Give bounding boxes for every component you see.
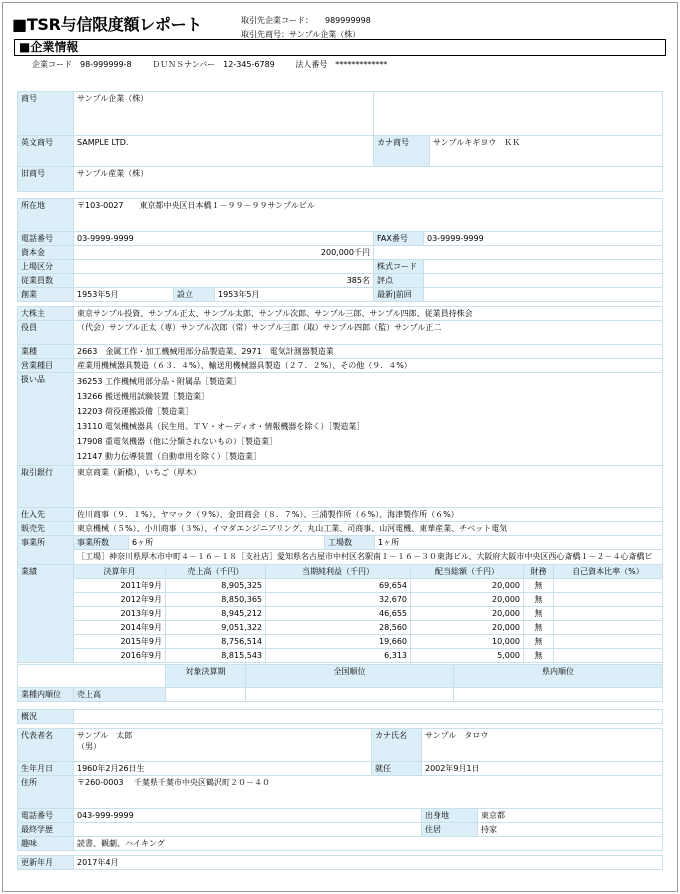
suppliers-value: 佐川商事（９．１%）、ヤマック（９%）、金田商会（８．７%）、三浦製作所（６%）、海津製作所（６%） [74, 508, 663, 522]
equity-ratio-cell [554, 649, 663, 663]
period-cell: 2012年9月 [74, 593, 166, 607]
rep-name-cell [74, 729, 372, 762]
hobby-value: 読書、観劇、ハイキング [74, 837, 663, 851]
dividend-cell: 10,000 [411, 635, 524, 649]
fax-label: FAX番号 [374, 232, 424, 246]
period-cell: 2013年9月 [74, 607, 166, 621]
founded-label: 創業 [18, 288, 74, 302]
rep-address-value: 〒260-0003 千葉県千葉市中央区鶴沢町２０－４０ [74, 776, 663, 809]
table-row [18, 635, 663, 649]
rating-value [424, 274, 663, 288]
offices-label: 事業所 [18, 536, 74, 575]
sales-items-label: 営業種目 [18, 359, 74, 373]
capital-label: 資本金 [18, 246, 74, 260]
client-name-value: サンプル企業（株） [289, 30, 361, 39]
list-item: 13110 電気機械器具（民生用。ＴＶ・オーディオ・情報機器を除く）［製造業］ [77, 422, 365, 431]
appointed-label: 就任 [372, 762, 422, 776]
equity-ratio-cell [554, 579, 663, 593]
banks-value: 東京商業（新橋），いちご（厚木） [74, 466, 663, 508]
codes-line [32, 59, 405, 70]
performance-label: 業績 [18, 565, 74, 663]
products-list [74, 373, 663, 466]
tel-value: 03-9999-9999 [74, 232, 374, 246]
table-row [18, 607, 663, 621]
established-value: 1953年5月 [215, 288, 374, 302]
period-cell: 2015年9月 [74, 635, 166, 649]
shogo-value: サンプル企業（株） [74, 92, 374, 136]
sales-cell: 8,850,365 [166, 593, 266, 607]
address-value: 〒103-0027 東京都中央区日本橋１－９９－９９サンプルビル [74, 199, 663, 232]
col-header-period: 決算年月 [74, 565, 166, 579]
birth-value: 1960年2月26日生 [74, 762, 372, 776]
kana-name-value: サンプルキギヨウ ＫＫ [430, 136, 663, 167]
dividend-cell: 20,000 [411, 593, 524, 607]
period-cell: 2014年9月 [74, 621, 166, 635]
table-row [18, 593, 663, 607]
latest-value [424, 288, 663, 302]
kana-name-label: カナ商号 [374, 136, 430, 167]
equity-ratio-cell [554, 607, 663, 621]
profit-cell: 6,313 [266, 649, 411, 663]
basic-table [17, 198, 663, 302]
finance-cell: 無 [524, 579, 554, 593]
representative-table [17, 728, 663, 851]
capital-value: 200,000千円 [74, 246, 374, 260]
listing-label: 上場区分 [18, 260, 74, 274]
old-name-value: サンプル産業（株） [74, 167, 663, 192]
industry-label: 業種 [18, 345, 74, 359]
customers-label: 販売先 [18, 522, 74, 536]
dividend-cell: 20,000 [411, 621, 524, 635]
products-label: 扱い品 [18, 373, 74, 466]
stock-code-label: 株式コード [374, 260, 424, 274]
list-item: 13266 搬送機用試験装置［製造業］ [77, 392, 209, 401]
corporate-number: 法人番号 ************* [295, 60, 388, 69]
rep-kana-label: カナ氏名 [372, 729, 422, 762]
rep-address-label: 住所 [18, 776, 74, 809]
residence-value: 持家 [478, 823, 663, 837]
sales-cell: 8,945,212 [166, 607, 266, 621]
client-name-label: 取引先商号： [241, 30, 289, 39]
equity-ratio-cell [554, 593, 663, 607]
table-row [18, 649, 663, 663]
officers-value: （代会）サンプル正太（専）サンプル次郎（常）サンプル三郎（取）サンプル四郎（監）サンプル正二 [74, 321, 663, 345]
finance-cell: 無 [524, 635, 554, 649]
rep-kana-value: サンプル タロウ [422, 729, 663, 762]
school-label: 最終学歴 [18, 823, 74, 837]
table-row [18, 579, 663, 593]
col-header-profit: 当期純利益（千円） [266, 565, 411, 579]
ranking-table [17, 664, 663, 702]
dividend-cell: 5,000 [411, 649, 524, 663]
appointed-value: 2002年9月1日 [422, 762, 663, 776]
overview-label: 概況 [18, 710, 74, 724]
stock-code-value [424, 260, 663, 274]
officers-label: 役員 [18, 321, 74, 345]
profit-cell: 46,655 [266, 607, 411, 621]
equity-ratio-cell [554, 621, 663, 635]
performance-table [17, 564, 663, 663]
finance-cell: 無 [524, 621, 554, 635]
school-value [74, 823, 422, 837]
hobby-label: 趣味 [18, 837, 74, 851]
founded-value: 1953年5月 [74, 288, 174, 302]
office-count-label: 事業所数 [74, 536, 129, 550]
col-header-equity-ratio: 自己資本比率（%） [554, 565, 663, 579]
office-count-value: 6ヶ所 [129, 536, 325, 550]
listing-value [74, 260, 374, 274]
list-item: 17908 重電気機器（他に分類されないもの）［製造業］ [77, 437, 277, 446]
rating-label: 評点 [374, 274, 424, 288]
tel-label: 電話番号 [18, 232, 74, 246]
col-header-finance: 財務 [524, 565, 554, 579]
rep-name: サンプル 太郎 [77, 731, 133, 740]
profit-cell: 19,660 [266, 635, 411, 649]
client-code-label: 取引先企業コード： [241, 16, 313, 25]
shareholders-value: 東京サンプル投資、サンプル正太、サンプル太郎、サンプル次郎、サンプル三郎、サンプル四郎、従業員持株会 [74, 307, 663, 321]
factory-count-label: 工場数 [325, 536, 375, 550]
sales-cell: 9,051,322 [166, 621, 266, 635]
client-code-value: 989999998 [325, 16, 371, 25]
table-row [18, 621, 663, 635]
customers-value: 東京機械（５%）、小川商事（３%）、イマダエンジニアリング、丸山工業、司商事、山河電機、東華産業、チベット電気 [74, 522, 663, 536]
names-table [17, 91, 663, 192]
sales-cell: 8,756,514 [166, 635, 266, 649]
employees-value: 385名 [74, 274, 374, 288]
shogo-label: 商号 [18, 92, 74, 136]
section-title: ■企業情報 [14, 39, 666, 56]
sales-items-value: 産業用機械器具製造（６３．４%）、輸送用機械器具製造（２７．２%）、その他（９．４%） [74, 359, 663, 373]
update-value: 2017年4月 [74, 856, 663, 870]
period-cell: 2016年9月 [74, 649, 166, 663]
overview-table [17, 709, 663, 724]
col-header-dividend: 配当総額（千円） [411, 565, 524, 579]
overview-value [74, 710, 663, 724]
english-name-label: 英文商号 [18, 136, 74, 167]
duns-number: ＤＵＮＳナンバー 12-345-6789 [152, 60, 275, 69]
profit-cell: 32,670 [266, 593, 411, 607]
residence-label: 住居 [422, 823, 478, 837]
offices-detail: ［工場］神奈川県厚木市中町４－１６－１８［支社店］愛知県名古屋市中村区名駅南１－１６－３０東海ビル、大阪府大阪市中央区西心斎橋１－２－４心斎橋ビ [74, 550, 663, 575]
rep-tel-value: 043-999-9999 [74, 809, 422, 823]
col-header-sales: 売上高（千円） [166, 565, 266, 579]
sales-cell: 8,815,543 [166, 649, 266, 663]
update-label: 更新年月 [18, 856, 74, 870]
rep-name-label: 代表者名 [18, 729, 74, 762]
fax-value: 03-9999-9999 [424, 232, 663, 246]
industry-value: 2663 金属工作・加工機械用部分品製造業、2971 電気計測器製造業 [74, 345, 663, 359]
dividend-cell: 20,000 [411, 579, 524, 593]
equity-ratio-cell [554, 635, 663, 649]
finance-cell: 無 [524, 593, 554, 607]
english-name-value: SAMPLE LTD. [74, 136, 374, 167]
header-info [241, 14, 371, 42]
update-table [17, 855, 663, 870]
finance-cell: 無 [524, 607, 554, 621]
profit-cell: 28,560 [266, 621, 411, 635]
profit-cell: 69,654 [266, 579, 411, 593]
address-label: 所在地 [18, 199, 74, 232]
latest-label: 最新|前回 [374, 288, 424, 302]
period-cell: 2011年9月 [74, 579, 166, 593]
ranking-header-period: 対象決算期 [166, 665, 246, 688]
origin-value: 東京都 [478, 809, 663, 823]
report-title: ■TSR与信限度額レポート [12, 15, 202, 34]
list-item: 12203 荷役運搬設備［製造業］ [77, 407, 193, 416]
suppliers-label: 仕入先 [18, 508, 74, 522]
ranking-header-national: 全国順位 [246, 665, 454, 688]
ranking-row-sub: 売上高 [74, 688, 166, 702]
shareholders-label: 大株主 [18, 307, 74, 321]
rep-tel-label: 電話番号 [18, 809, 74, 823]
ranking-row-label: 業種内順位 [18, 688, 74, 702]
business-table [17, 306, 663, 575]
list-item: 36253 工作機械用部分品・附属品［製造業］ [77, 377, 241, 386]
dividend-cell: 20,000 [411, 607, 524, 621]
rep-gender: （男） [77, 742, 101, 751]
birth-label: 生年月日 [18, 762, 74, 776]
sales-cell: 8,905,325 [166, 579, 266, 593]
ranking-header-prefecture: 県内順位 [454, 665, 663, 688]
old-name-label: 旧商号 [18, 167, 74, 192]
banks-label: 取引銀行 [18, 466, 74, 508]
employees-label: 従業員数 [18, 274, 74, 288]
established-label: 設立 [174, 288, 215, 302]
finance-cell: 無 [524, 649, 554, 663]
factory-count-value: 1ヶ所 [375, 536, 663, 550]
company-code: 企業コード 98-999999-8 [32, 60, 132, 69]
origin-label: 出身地 [422, 809, 478, 823]
list-item: 12147 動力伝導装置（自動車用を除く）［製造業］ [77, 452, 261, 461]
